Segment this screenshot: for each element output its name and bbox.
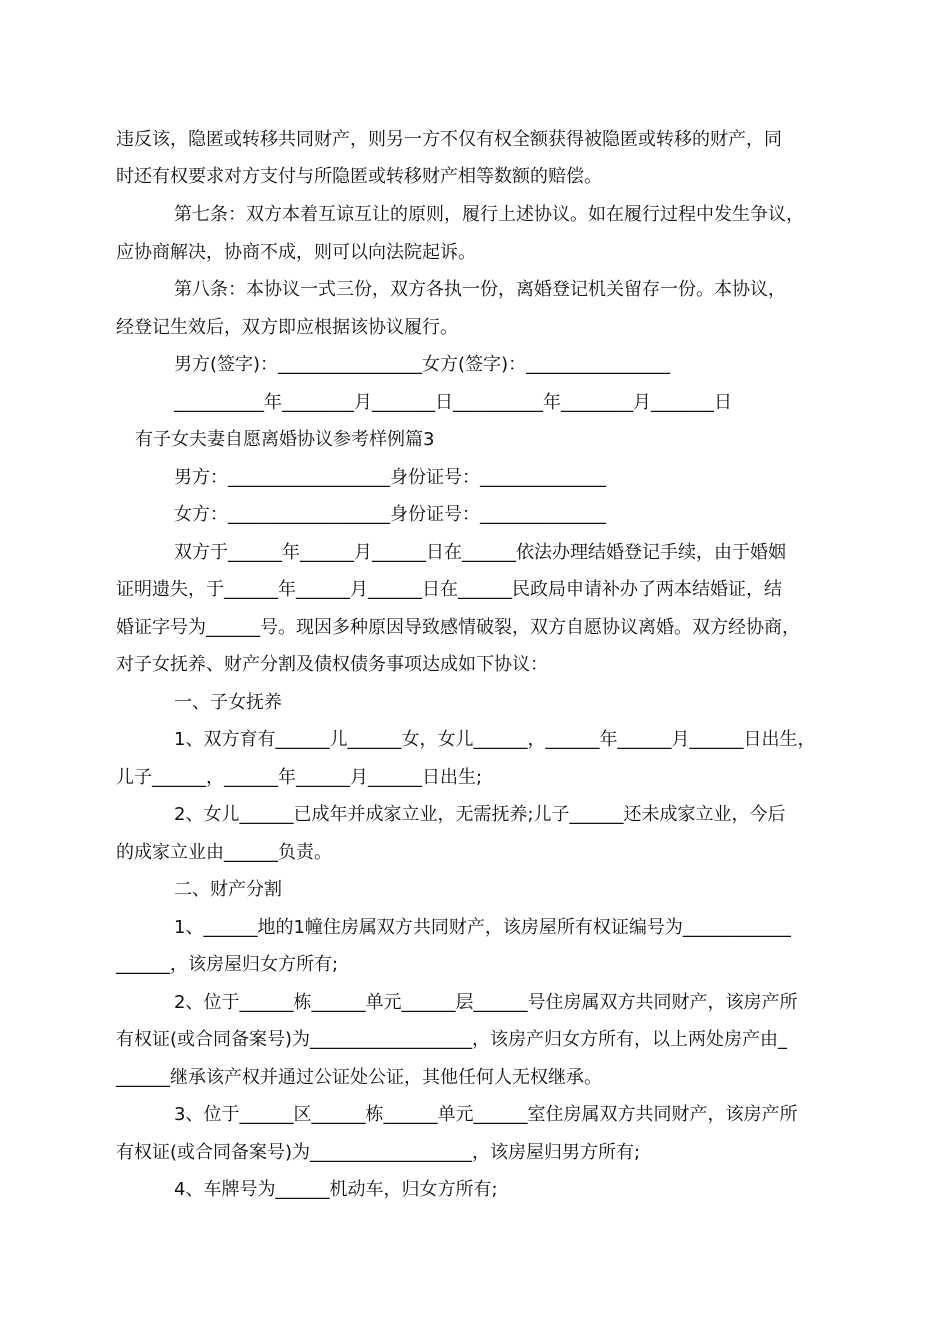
text-line: 1、双方育有______儿______女，女儿______，______年______月______日出生， bbox=[174, 729, 816, 750]
text-line: 有权证(或合同备案号)为__________________，该房产归女方所有，以上两处房产由_ bbox=[116, 1029, 788, 1050]
text-line: 婚证字号为______号。现因多种原因导致感情破裂，双方自愿协议离婚。双方经协商， bbox=[116, 617, 800, 638]
text-line: 应协商解决，协商不成，则可以向法院起诉。 bbox=[116, 242, 476, 263]
text-line: 对子女抚养、财产分割及债权债务事项达成如下协议： bbox=[116, 654, 548, 675]
text-line: 经登记生效后，双方即应根据该协议履行。 bbox=[116, 317, 458, 338]
text-line: 第七条：双方本着互谅互让的原则，履行上述协议。如在履行过程中发生争议， bbox=[174, 204, 804, 225]
text-line: 时还有权要求对方支付与所隐匿或转移财产相等数额的赔偿。 bbox=[116, 166, 602, 187]
male-id-line: 男方：__________________身份证号：______________ bbox=[174, 467, 606, 488]
signature-line: 男方(签字)：________________女方(签字)：________________ bbox=[174, 354, 671, 375]
text-line: 证明遗失，于______年______月______日在______民政局申请补办了两本结婚证，结 bbox=[116, 579, 782, 600]
text-line: 2、女儿______已成年并成家立业，无需抚养;儿子______还未成家立业，今后 bbox=[174, 804, 786, 825]
text-line: 违反该，隐匿或转移共同财产，则另一方不仅有权全额获得被隐匿或转移的财产，同 bbox=[116, 129, 782, 150]
text-line: 双方于______年______月______日在______依法办理结婚登记手续，由于婚姻 bbox=[174, 542, 786, 563]
text-line: ______，该房屋归女方所有; bbox=[116, 954, 339, 975]
text-line: 3、位于______区______栋______单元______室住房属双方共同财产，该房产所 bbox=[174, 1104, 798, 1125]
text-line: 第八条：本协议一式三份，双方各执一份，离婚登记机关留存一份。本协议， bbox=[174, 279, 786, 300]
subsection-heading: 二、财产分割 bbox=[174, 879, 282, 900]
text-line: ______继承该产权并通过公证处公证，其他任何人无权继承。 bbox=[116, 1067, 602, 1088]
text-line: 1、______地的1幢住房属双方共同财产，该房屋所有权证编号为____________ bbox=[174, 917, 791, 938]
text-line: 的成家立业由______负责。 bbox=[116, 842, 332, 863]
subsection-heading: 一、子女抚养 bbox=[174, 692, 282, 713]
text-line: 4、车牌号为______机动车，归女方所有; bbox=[174, 1179, 498, 1200]
text-line: 2、位于______栋______单元______层______号住房属双方共同财产，该房产所 bbox=[174, 992, 798, 1013]
text-line: 有权证(或合同备案号)为__________________，该房屋归男方所有; bbox=[116, 1142, 641, 1163]
text-line: 儿子______，______年______月______日出生; bbox=[116, 767, 483, 788]
female-id-line: 女方：__________________身份证号：______________ bbox=[174, 504, 606, 525]
date-line: __________年________月_______日__________年________月_______日 bbox=[174, 392, 732, 413]
section-title: 有子女夫妻自愿离婚协议参考样例篇3 bbox=[135, 429, 435, 450]
